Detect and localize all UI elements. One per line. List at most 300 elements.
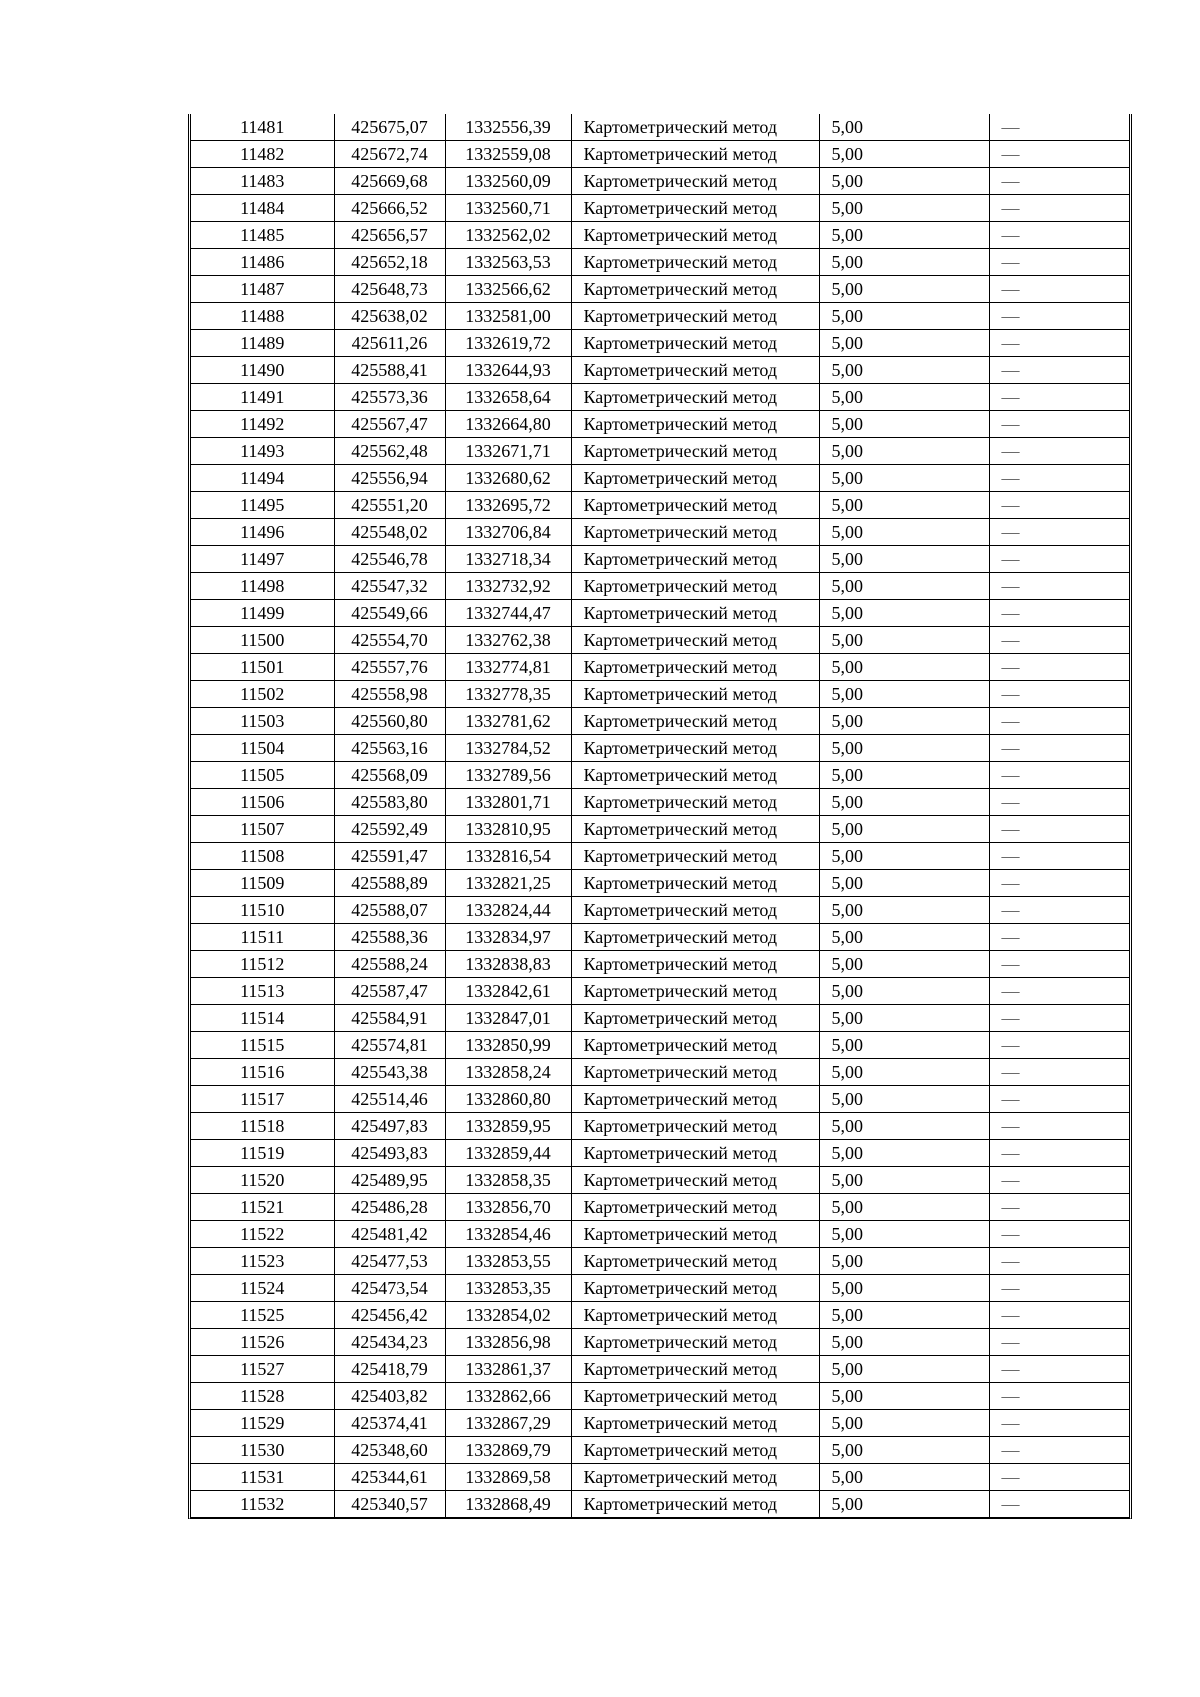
x-coordinate-cell: 425672,74 [334, 141, 445, 168]
x-coordinate-cell: 425588,89 [334, 870, 445, 897]
table-row [191, 411, 1129, 438]
description-cell: — [989, 1140, 1129, 1167]
y-coordinate-cell: 1332862,66 [445, 1383, 571, 1410]
point-number-cell: 11526 [191, 1329, 334, 1356]
y-coordinate-cell: 1332816,54 [445, 843, 571, 870]
y-coordinate-cell: 1332789,56 [445, 762, 571, 789]
table-row [191, 951, 1129, 978]
method-cell: Картометрический метод [571, 357, 819, 384]
x-coordinate-cell: 425656,57 [334, 222, 445, 249]
y-coordinate-cell: 1332695,72 [445, 492, 571, 519]
point-number-cell: 11516 [191, 1059, 334, 1086]
description-cell: — [989, 1167, 1129, 1194]
accuracy-cell: 5,00 [819, 1140, 989, 1167]
method-cell: Картометрический метод [571, 1167, 819, 1194]
table-row [191, 654, 1129, 681]
x-coordinate-cell: 425434,23 [334, 1329, 445, 1356]
y-coordinate-cell: 1332563,53 [445, 249, 571, 276]
method-cell: Картометрический метод [571, 1140, 819, 1167]
point-number-cell: 11494 [191, 465, 334, 492]
description-cell: — [989, 195, 1129, 222]
accuracy-cell: 5,00 [819, 1356, 989, 1383]
method-cell: Картометрический метод [571, 1464, 819, 1491]
method-cell: Картометрический метод [571, 951, 819, 978]
method-cell: Картометрический метод [571, 222, 819, 249]
table-row [191, 1167, 1129, 1194]
accuracy-cell: 5,00 [819, 843, 989, 870]
table-row [191, 681, 1129, 708]
table-row [191, 1302, 1129, 1329]
table-row [191, 249, 1129, 276]
y-coordinate-cell: 1332869,58 [445, 1464, 571, 1491]
method-cell: Картометрический метод [571, 1194, 819, 1221]
y-coordinate-cell: 1332658,64 [445, 384, 571, 411]
table-row [191, 573, 1129, 600]
x-coordinate-cell: 425568,09 [334, 762, 445, 789]
point-number-cell: 11531 [191, 1464, 334, 1491]
y-coordinate-cell: 1332854,46 [445, 1221, 571, 1248]
table-row [191, 141, 1129, 168]
description-cell: — [989, 384, 1129, 411]
description-cell: — [989, 1194, 1129, 1221]
y-coordinate-cell: 1332810,95 [445, 816, 571, 843]
accuracy-cell: 5,00 [819, 546, 989, 573]
y-coordinate-cell: 1332706,84 [445, 519, 571, 546]
point-number-cell: 11482 [191, 141, 334, 168]
accuracy-cell: 5,00 [819, 762, 989, 789]
method-cell: Картометрический метод [571, 789, 819, 816]
method-cell: Картометрический метод [571, 654, 819, 681]
y-coordinate-cell: 1332774,81 [445, 654, 571, 681]
table-row [191, 492, 1129, 519]
table-row [191, 1356, 1129, 1383]
description-cell: — [989, 870, 1129, 897]
accuracy-cell: 5,00 [819, 1275, 989, 1302]
point-number-cell: 11500 [191, 627, 334, 654]
method-cell: Картометрический метод [571, 411, 819, 438]
x-coordinate-cell: 425481,42 [334, 1221, 445, 1248]
point-number-cell: 11490 [191, 357, 334, 384]
description-cell: — [989, 600, 1129, 627]
description-cell: — [989, 789, 1129, 816]
x-coordinate-cell: 425340,57 [334, 1491, 445, 1518]
y-coordinate-cell: 1332784,52 [445, 735, 571, 762]
x-coordinate-cell: 425562,48 [334, 438, 445, 465]
point-number-cell: 11486 [191, 249, 334, 276]
description-cell: — [989, 411, 1129, 438]
x-coordinate-cell: 425546,78 [334, 546, 445, 573]
table-row [191, 1005, 1129, 1032]
table-row [191, 222, 1129, 249]
table-row [191, 978, 1129, 1005]
x-coordinate-cell: 425456,42 [334, 1302, 445, 1329]
y-coordinate-cell: 1332801,71 [445, 789, 571, 816]
y-coordinate-cell: 1332644,93 [445, 357, 571, 384]
point-number-cell: 11512 [191, 951, 334, 978]
method-cell: Картометрический метод [571, 1059, 819, 1086]
accuracy-cell: 5,00 [819, 519, 989, 546]
y-coordinate-cell: 1332847,01 [445, 1005, 571, 1032]
x-coordinate-cell: 425588,41 [334, 357, 445, 384]
description-cell: — [989, 141, 1129, 168]
x-coordinate-cell: 425477,53 [334, 1248, 445, 1275]
accuracy-cell: 5,00 [819, 303, 989, 330]
y-coordinate-cell: 1332581,00 [445, 303, 571, 330]
table-row [191, 708, 1129, 735]
y-coordinate-cell: 1332560,09 [445, 168, 571, 195]
description-cell: — [989, 1329, 1129, 1356]
accuracy-cell: 5,00 [819, 1437, 989, 1464]
method-cell: Картометрический метод [571, 141, 819, 168]
accuracy-cell: 5,00 [819, 357, 989, 384]
description-cell: — [989, 1221, 1129, 1248]
table-row [191, 546, 1129, 573]
description-cell: — [989, 654, 1129, 681]
point-number-cell: 11524 [191, 1275, 334, 1302]
description-cell: — [989, 330, 1129, 357]
method-cell: Картометрический метод [571, 1032, 819, 1059]
method-cell: Картометрический метод [571, 897, 819, 924]
accuracy-cell: 5,00 [819, 1167, 989, 1194]
x-coordinate-cell: 425348,60 [334, 1437, 445, 1464]
accuracy-cell: 5,00 [819, 573, 989, 600]
accuracy-cell: 5,00 [819, 1032, 989, 1059]
table-row [191, 114, 1129, 141]
method-cell: Картометрический метод [571, 519, 819, 546]
method-cell: Картометрический метод [571, 195, 819, 222]
y-coordinate-cell: 1332853,35 [445, 1275, 571, 1302]
point-number-cell: 11484 [191, 195, 334, 222]
method-cell: Картометрический метод [571, 708, 819, 735]
accuracy-cell: 5,00 [819, 249, 989, 276]
method-cell: Картометрический метод [571, 978, 819, 1005]
description-cell: — [989, 978, 1129, 1005]
y-coordinate-cell: 1332860,80 [445, 1086, 571, 1113]
accuracy-cell: 5,00 [819, 465, 989, 492]
point-number-cell: 11525 [191, 1302, 334, 1329]
y-coordinate-cell: 1332861,37 [445, 1356, 571, 1383]
accuracy-cell: 5,00 [819, 195, 989, 222]
accuracy-cell: 5,00 [819, 1383, 989, 1410]
point-number-cell: 11523 [191, 1248, 334, 1275]
coordinates-table [191, 114, 1129, 1518]
x-coordinate-cell: 425374,41 [334, 1410, 445, 1437]
method-cell: Картометрический метод [571, 1437, 819, 1464]
x-coordinate-cell: 425567,47 [334, 411, 445, 438]
method-cell: Картометрический метод [571, 1086, 819, 1113]
y-coordinate-cell: 1332732,92 [445, 573, 571, 600]
table-row [191, 1059, 1129, 1086]
method-cell: Картометрический метод [571, 843, 819, 870]
x-coordinate-cell: 425543,38 [334, 1059, 445, 1086]
table-row [191, 1383, 1129, 1410]
y-coordinate-cell: 1332778,35 [445, 681, 571, 708]
y-coordinate-cell: 1332856,70 [445, 1194, 571, 1221]
point-number-cell: 11529 [191, 1410, 334, 1437]
accuracy-cell: 5,00 [819, 1491, 989, 1518]
accuracy-cell: 5,00 [819, 384, 989, 411]
point-number-cell: 11513 [191, 978, 334, 1005]
method-cell: Картометрический метод [571, 465, 819, 492]
point-number-cell: 11520 [191, 1167, 334, 1194]
y-coordinate-cell: 1332664,80 [445, 411, 571, 438]
y-coordinate-cell: 1332869,79 [445, 1437, 571, 1464]
table-row [191, 276, 1129, 303]
point-number-cell: 11496 [191, 519, 334, 546]
x-coordinate-cell: 425573,36 [334, 384, 445, 411]
method-cell: Картометрический метод [571, 330, 819, 357]
x-coordinate-cell: 425558,98 [334, 681, 445, 708]
accuracy-cell: 5,00 [819, 1410, 989, 1437]
description-cell: — [989, 1437, 1129, 1464]
accuracy-cell: 5,00 [819, 492, 989, 519]
description-cell: — [989, 1383, 1129, 1410]
accuracy-cell: 5,00 [819, 141, 989, 168]
table-row [191, 1275, 1129, 1302]
y-coordinate-cell: 1332850,99 [445, 1032, 571, 1059]
accuracy-cell: 5,00 [819, 897, 989, 924]
accuracy-cell: 5,00 [819, 708, 989, 735]
y-coordinate-cell: 1332718,34 [445, 546, 571, 573]
method-cell: Картометрический метод [571, 249, 819, 276]
accuracy-cell: 5,00 [819, 627, 989, 654]
x-coordinate-cell: 425563,16 [334, 735, 445, 762]
point-number-cell: 11522 [191, 1221, 334, 1248]
x-coordinate-cell: 425675,07 [334, 114, 445, 141]
method-cell: Картометрический метод [571, 1005, 819, 1032]
method-cell: Картометрический метод [571, 600, 819, 627]
description-cell: — [989, 1491, 1129, 1518]
x-coordinate-cell: 425547,32 [334, 573, 445, 600]
description-cell: — [989, 1032, 1129, 1059]
x-coordinate-cell: 425557,76 [334, 654, 445, 681]
description-cell: — [989, 573, 1129, 600]
description-cell: — [989, 1005, 1129, 1032]
point-number-cell: 11510 [191, 897, 334, 924]
table-row [191, 1437, 1129, 1464]
accuracy-cell: 5,00 [819, 1329, 989, 1356]
x-coordinate-cell: 425652,18 [334, 249, 445, 276]
table-row [191, 1248, 1129, 1275]
accuracy-cell: 5,00 [819, 330, 989, 357]
table-row [191, 438, 1129, 465]
table-row [191, 870, 1129, 897]
y-coordinate-cell: 1332560,71 [445, 195, 571, 222]
description-cell: — [989, 1302, 1129, 1329]
point-number-cell: 11509 [191, 870, 334, 897]
accuracy-cell: 5,00 [819, 654, 989, 681]
table-row [191, 303, 1129, 330]
method-cell: Картометрический метод [571, 816, 819, 843]
point-number-cell: 11521 [191, 1194, 334, 1221]
table-row [191, 600, 1129, 627]
point-number-cell: 11519 [191, 1140, 334, 1167]
y-coordinate-cell: 1332680,62 [445, 465, 571, 492]
description-cell: — [989, 816, 1129, 843]
y-coordinate-cell: 1332559,08 [445, 141, 571, 168]
accuracy-cell: 5,00 [819, 978, 989, 1005]
x-coordinate-cell: 425648,73 [334, 276, 445, 303]
coordinates-table-frame [188, 114, 1132, 1519]
description-cell: — [989, 627, 1129, 654]
description-cell: — [989, 1059, 1129, 1086]
y-coordinate-cell: 1332562,02 [445, 222, 571, 249]
accuracy-cell: 5,00 [819, 168, 989, 195]
x-coordinate-cell: 425584,91 [334, 1005, 445, 1032]
table-row [191, 735, 1129, 762]
y-coordinate-cell: 1332854,02 [445, 1302, 571, 1329]
method-cell: Картометрический метод [571, 1383, 819, 1410]
point-number-cell: 11508 [191, 843, 334, 870]
y-coordinate-cell: 1332858,24 [445, 1059, 571, 1086]
point-number-cell: 11515 [191, 1032, 334, 1059]
table-row [191, 1410, 1129, 1437]
method-cell: Картометрический метод [571, 870, 819, 897]
description-cell: — [989, 951, 1129, 978]
point-number-cell: 11532 [191, 1491, 334, 1518]
accuracy-cell: 5,00 [819, 1059, 989, 1086]
accuracy-cell: 5,00 [819, 789, 989, 816]
accuracy-cell: 5,00 [819, 411, 989, 438]
method-cell: Картометрический метод [571, 573, 819, 600]
x-coordinate-cell: 425638,02 [334, 303, 445, 330]
point-number-cell: 11518 [191, 1113, 334, 1140]
table-row [191, 1113, 1129, 1140]
accuracy-cell: 5,00 [819, 1086, 989, 1113]
y-coordinate-cell: 1332868,49 [445, 1491, 571, 1518]
table-row [191, 168, 1129, 195]
accuracy-cell: 5,00 [819, 681, 989, 708]
x-coordinate-cell: 425403,82 [334, 1383, 445, 1410]
point-number-cell: 11514 [191, 1005, 334, 1032]
x-coordinate-cell: 425587,47 [334, 978, 445, 1005]
accuracy-cell: 5,00 [819, 1113, 989, 1140]
method-cell: Картометрический метод [571, 1248, 819, 1275]
table-row [191, 924, 1129, 951]
method-cell: Картометрический метод [571, 735, 819, 762]
x-coordinate-cell: 425418,79 [334, 1356, 445, 1383]
x-coordinate-cell: 425583,80 [334, 789, 445, 816]
table-row [191, 195, 1129, 222]
x-coordinate-cell: 425588,24 [334, 951, 445, 978]
point-number-cell: 11503 [191, 708, 334, 735]
x-coordinate-cell: 425551,20 [334, 492, 445, 519]
description-cell: — [989, 222, 1129, 249]
method-cell: Картометрический метод [571, 1302, 819, 1329]
x-coordinate-cell: 425669,68 [334, 168, 445, 195]
coordinates-table-body [191, 114, 1129, 1518]
x-coordinate-cell: 425473,54 [334, 1275, 445, 1302]
point-number-cell: 11489 [191, 330, 334, 357]
accuracy-cell: 5,00 [819, 276, 989, 303]
y-coordinate-cell: 1332671,71 [445, 438, 571, 465]
x-coordinate-cell: 425554,70 [334, 627, 445, 654]
method-cell: Картометрический метод [571, 303, 819, 330]
y-coordinate-cell: 1332821,25 [445, 870, 571, 897]
table-row [191, 384, 1129, 411]
table-row [191, 357, 1129, 384]
y-coordinate-cell: 1332744,47 [445, 600, 571, 627]
x-coordinate-cell: 425574,81 [334, 1032, 445, 1059]
table-row [191, 1464, 1129, 1491]
table-row [191, 1194, 1129, 1221]
point-number-cell: 11497 [191, 546, 334, 573]
table-row [191, 465, 1129, 492]
method-cell: Картометрический метод [571, 681, 819, 708]
y-coordinate-cell: 1332853,55 [445, 1248, 571, 1275]
accuracy-cell: 5,00 [819, 924, 989, 951]
x-coordinate-cell: 425497,83 [334, 1113, 445, 1140]
x-coordinate-cell: 425588,07 [334, 897, 445, 924]
table-row [191, 1491, 1129, 1518]
method-cell: Картометрический метод [571, 492, 819, 519]
method-cell: Картометрический метод [571, 438, 819, 465]
x-coordinate-cell: 425489,95 [334, 1167, 445, 1194]
table-row [191, 519, 1129, 546]
description-cell: — [989, 924, 1129, 951]
description-cell: — [989, 168, 1129, 195]
accuracy-cell: 5,00 [819, 222, 989, 249]
x-coordinate-cell: 425549,66 [334, 600, 445, 627]
description-cell: — [989, 519, 1129, 546]
table-row [191, 1329, 1129, 1356]
point-number-cell: 11501 [191, 654, 334, 681]
point-number-cell: 11492 [191, 411, 334, 438]
method-cell: Картометрический метод [571, 627, 819, 654]
x-coordinate-cell: 425548,02 [334, 519, 445, 546]
description-cell: — [989, 492, 1129, 519]
description-cell: — [989, 843, 1129, 870]
point-number-cell: 11502 [191, 681, 334, 708]
y-coordinate-cell: 1332566,62 [445, 276, 571, 303]
table-row [191, 897, 1129, 924]
y-coordinate-cell: 1332834,97 [445, 924, 571, 951]
x-coordinate-cell: 425666,52 [334, 195, 445, 222]
y-coordinate-cell: 1332838,83 [445, 951, 571, 978]
table-row [191, 843, 1129, 870]
x-coordinate-cell: 425514,46 [334, 1086, 445, 1113]
y-coordinate-cell: 1332867,29 [445, 1410, 571, 1437]
accuracy-cell: 5,00 [819, 438, 989, 465]
y-coordinate-cell: 1332762,38 [445, 627, 571, 654]
point-number-cell: 11481 [191, 114, 334, 141]
method-cell: Картометрический метод [571, 384, 819, 411]
point-number-cell: 11485 [191, 222, 334, 249]
table-row [191, 627, 1129, 654]
y-coordinate-cell: 1332619,72 [445, 330, 571, 357]
table-row [191, 789, 1129, 816]
description-cell: — [989, 735, 1129, 762]
x-coordinate-cell: 425556,94 [334, 465, 445, 492]
description-cell: — [989, 1464, 1129, 1491]
accuracy-cell: 5,00 [819, 114, 989, 141]
description-cell: — [989, 114, 1129, 141]
description-cell: — [989, 438, 1129, 465]
point-number-cell: 11483 [191, 168, 334, 195]
method-cell: Картометрический метод [571, 114, 819, 141]
x-coordinate-cell: 425611,26 [334, 330, 445, 357]
table-row [191, 330, 1129, 357]
accuracy-cell: 5,00 [819, 1005, 989, 1032]
accuracy-cell: 5,00 [819, 1302, 989, 1329]
description-cell: — [989, 357, 1129, 384]
description-cell: — [989, 708, 1129, 735]
description-cell: — [989, 1248, 1129, 1275]
point-number-cell: 11528 [191, 1383, 334, 1410]
point-number-cell: 11491 [191, 384, 334, 411]
accuracy-cell: 5,00 [819, 870, 989, 897]
y-coordinate-cell: 1332859,95 [445, 1113, 571, 1140]
